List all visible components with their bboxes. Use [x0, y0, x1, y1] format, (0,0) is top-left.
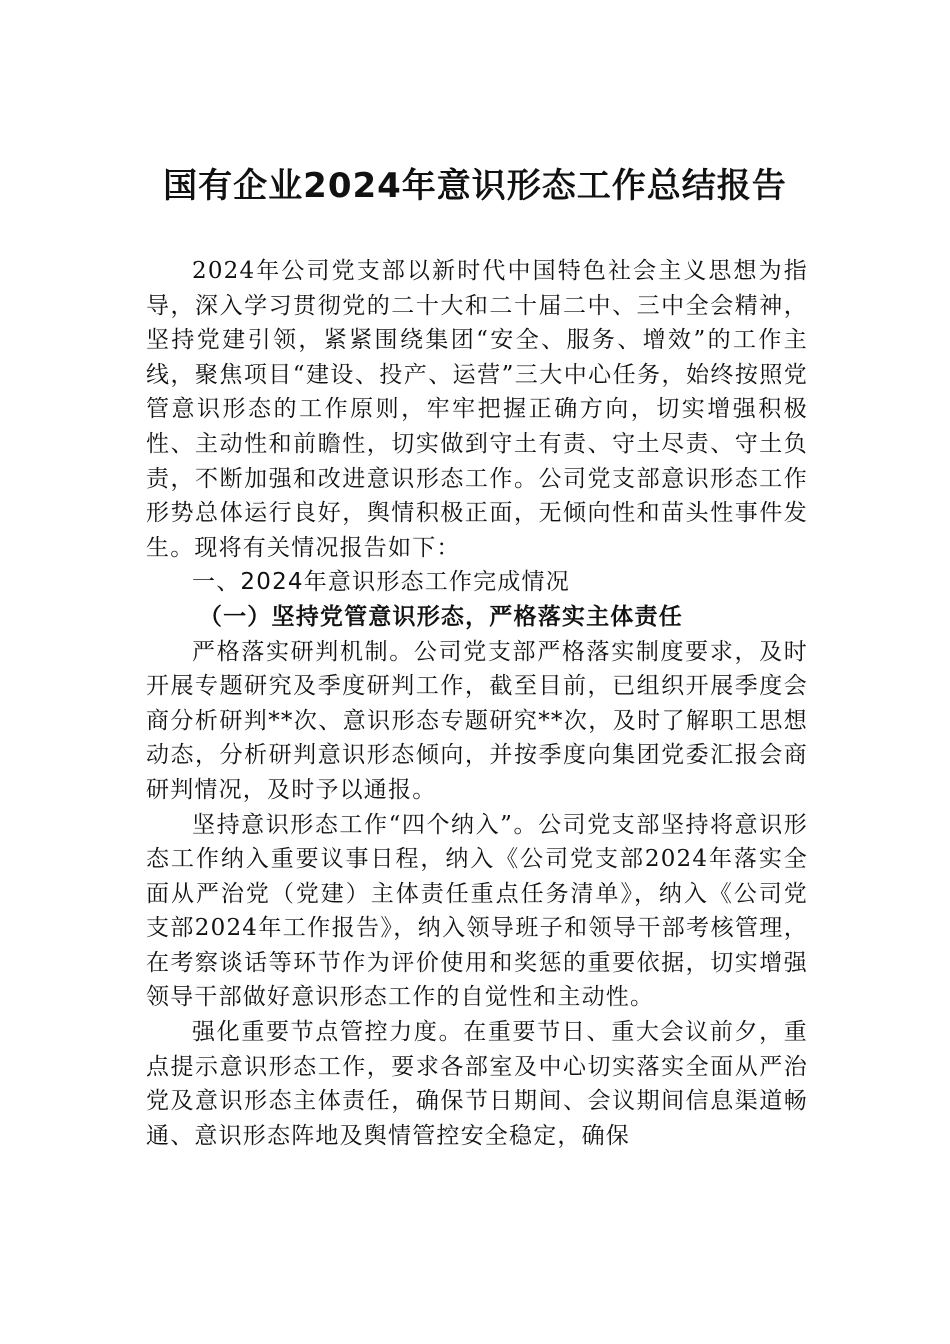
section-heading-1: 一、2024年意识形态工作完成情况	[192, 569, 570, 596]
document-title: 国有企业2024年意识形态工作总结报告	[163, 166, 787, 206]
paragraph-research-mechanism: 严格落实研判机制。公司党支部严格落实制度要求，及时开展专题研究及季度研判工作，截至目前，已组织开展季度会商分析研判**次、意识形态专题研究**次，及时了解职工思想动态，分析研判意识形态倾向，并按季度向集团党委汇报会商研判情况，及时予以通报。	[146, 638, 808, 803]
paragraph-four-inclusions: 坚持意识形态工作“四个纳入”。公司党支部坚持将意识形态工作纳入重要议事日程，纳入《公司党支部2024年落实全面从严治党（党建）主体责任重点任务清单》，纳入《公司党支部2024年工作报告》，纳入领导班子和领导干部考核管理，在考察谈话等环节作为评价使用和奖惩的重要依据，切实增强领导干部做好意识形态工作的自觉性和主动性。	[146, 811, 808, 1011]
paragraph-intro: 2024年公司党支部以新时代中国特色社会主义思想为指导，深入学习贯彻党的二十大和二十届二中、三中全会精神，坚持党建引领，紧紧围绕集团“安全、服务、增效”的工作主线，聚焦项目“建设、投产、运营”三大中心任务，始终按照党管意识形态的工作原则，牢牢把握正确方向，切实增强积极性、主动性和前瞻性，切实做到守土有责、守土尽责、守土负责，不断加强和改进意识形态工作。公司党支部意识形态工作形势总体运行良好，舆情积极正面，无倾向性和苗头性事件发生。现将有关情况报告如下：	[146, 258, 808, 561]
paragraph-key-node-control: 强化重要节点管控力度。在重要节日、重大会议前夕，重点提示意识形态工作，要求各部室及中心切实落实全面从严治党及意识形态主体责任，确保节日期间、会议期间信息渠道畅通、意识形态阵地及舆情管控安全稳定，确保	[146, 1019, 808, 1149]
document-body	[146, 254, 808, 1153]
subsection-heading-1: （一）坚持党管意识形态，严格落实主体责任	[198, 602, 683, 630]
